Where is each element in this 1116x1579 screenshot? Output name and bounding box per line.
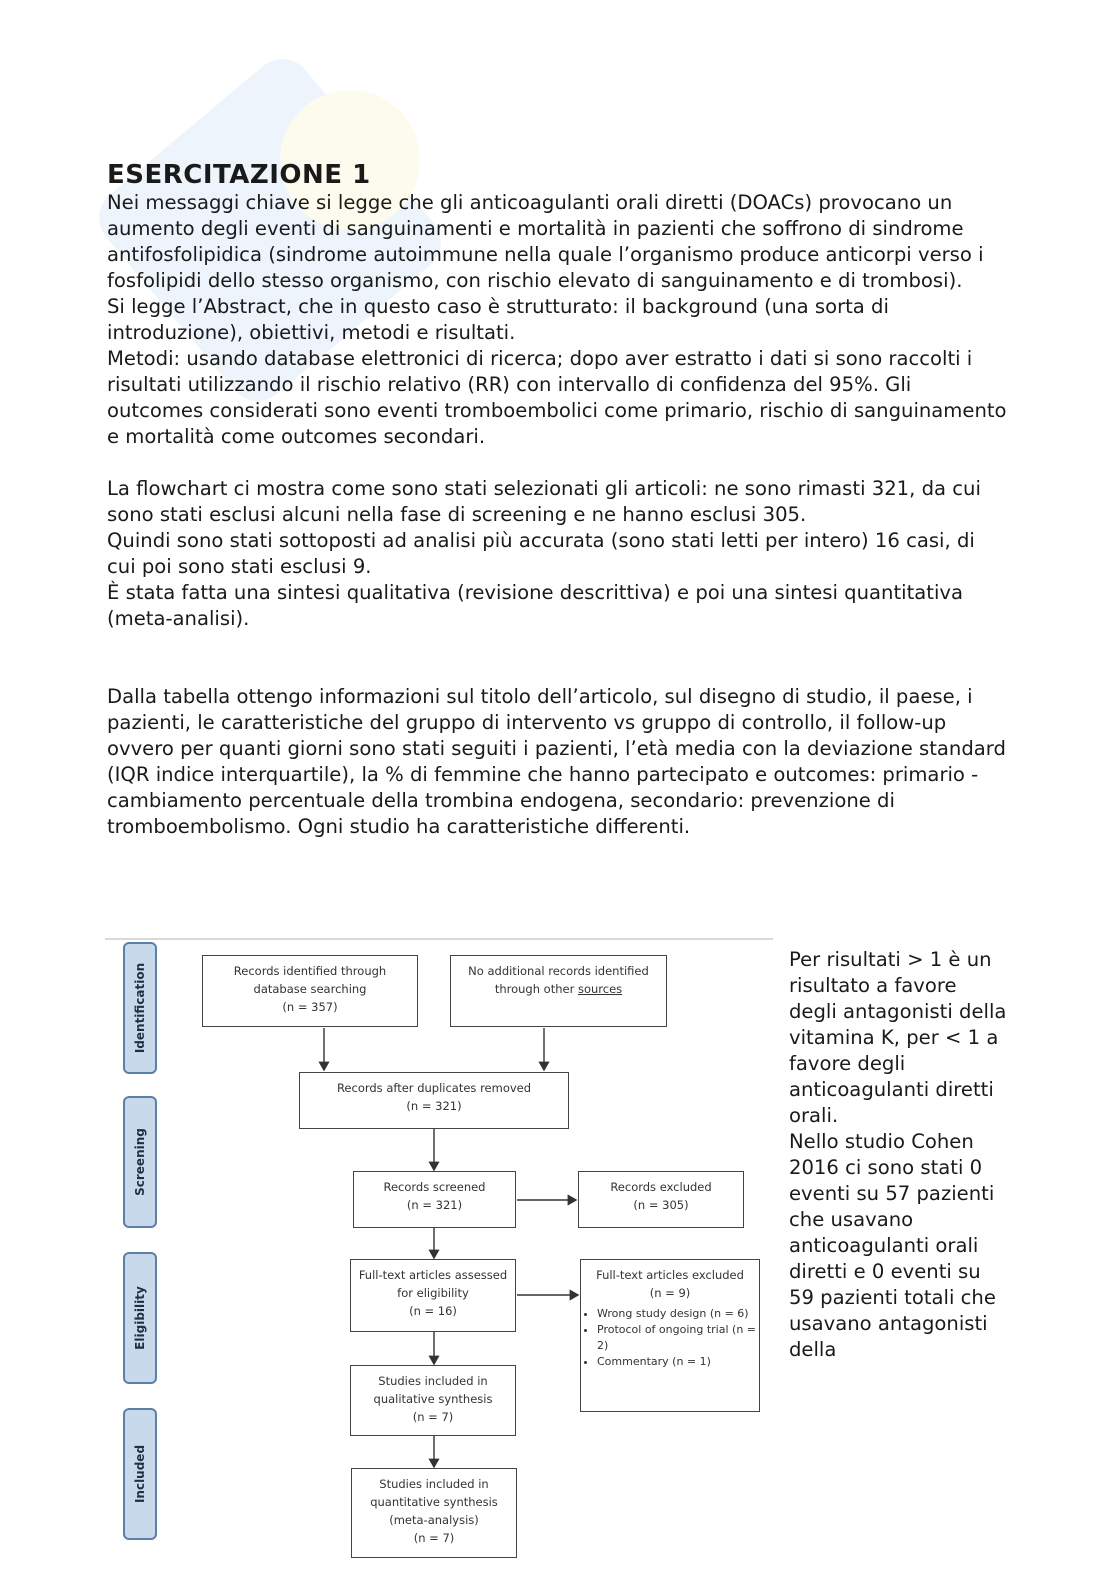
stage-included-label: Included [133, 1444, 147, 1504]
exclusion-reason: • Commentary (n = 1) [597, 1354, 759, 1370]
box-additional-records: No additional records identified through other sources [450, 955, 667, 1027]
box-fulltext-assessed: Full-text articles assessed for eligibility (n = 16) [350, 1259, 516, 1332]
exclusion-reasons-list [581, 1306, 759, 1370]
stage-screening-label: Screening [133, 1128, 147, 1196]
box-fulltext-excluded: Full-text articles excluded (n = 9) • Wrong study design (n = 6) • Protocol of ongoing trial (n = 2) • Commentary (n = 1) [580, 1259, 760, 1412]
exclusion-reason: • Wrong study design (n = 6) [597, 1306, 759, 1322]
paragraph-table: Dalla tabella ottengo informazioni sul titolo dell’articolo, sul disegno di studio, il paese, i pazienti, le caratteristiche del gruppo di intervento vs gruppo di controllo, il follow-up ovvero per quanti giorni sono stati seguiti i pazienti, l’età media con la deviazione standard (IQR indice interquartile), la % di femmine che hanno partecipato e outcomes: primario - cambiamento percentuale della trombina endogena, secondario: prevenzione di tromboembolismo. Ogni studio ha caratteristiche differenti. [107, 685, 1006, 838]
paragraph-synthesis: È stata fatta una sintesi qualitativa (revisione descrittiva) e poi una sintesi quantitativa (meta-analisi). [107, 581, 964, 630]
box-quantitative-synthesis: Studies included in quantitative synthesis (meta-analysis) (n = 7) [351, 1468, 517, 1558]
side-paragraph-cohen: Nello studio Cohen 2016 ci sono stati 0 eventi su 57 pazienti che usavano anticoagulanti orali diretti e 0 eventi su 59 pazienti totali che usavano antagonisti della [789, 1130, 996, 1361]
side-paragraph-results: Per risultati > 1 è un risultato a favore degli antagonisti della vitamina K, per < 1 a favore degli anticoagulanti diretti orali. [789, 948, 1007, 1127]
side-column-text [789, 947, 1009, 1363]
paragraph-abstract: Si legge l’Abstract, che in questo caso è strutturato: il background (una sorta di introduzione), obiettivi, metodi e risultati. [107, 295, 889, 344]
paragraph-methods: Metodi: usando database elettronici di ricerca; dopo aver estratto i dati si sono raccolti i risultati utilizzando il rischio relativo (RR) con intervallo di confidenza del 95%. Gli outcomes considerati sono eventi tromboembolici come primario, rischio di sanguinamento e mortalità come outcomes secondari. [107, 347, 1007, 448]
stage-eligibility-label: Eligibility [133, 1286, 147, 1350]
stage-identification-label: Identification [133, 962, 147, 1054]
paragraph-key-messages: Nei messaggi chiave si legge che gli anticoagulanti orali diretti (DOACs) provocano un aumento degli eventi di sanguinamenti e mortalità in pazienti che soffrono di sindrome antifosfolipidica (sindrome autoimmune nella quale l’organismo produce anticorpi verso i fosfolipidi dello stesso organismo, con rischio elevato di sanguinamento e di trombosi). [107, 191, 984, 292]
box-qualitative-synthesis: Studies included in qualitative synthesis (n = 7) [350, 1365, 516, 1436]
box-records-screened: Records screened (n = 321) [353, 1171, 516, 1228]
paragraph-flowchart: La flowchart ci mostra come sono stati selezionati gli articoli: ne sono rimasti 321, da cui sono stati esclusi alcuni nella fase di screening e ne hanno esclusi 305. [107, 477, 981, 526]
page-title: ESERCITAZIONE 1 [107, 160, 371, 190]
exclusion-reason: • Protocol of ongoing trial (n = 2) [597, 1322, 759, 1354]
document-body [107, 160, 1007, 840]
box-records-excluded: Records excluded (n = 305) [578, 1171, 744, 1228]
box-records-identified: Records identified through database searching (n = 357) [202, 955, 418, 1027]
paragraph-analysis: Quindi sono stati sottoposti ad analisi più accurata (sono stati letti per intero) 16 casi, di cui poi sono stati esclusi 9. [107, 529, 975, 578]
box-after-duplicates: Records after duplicates removed (n = 321) [299, 1072, 569, 1129]
prisma-flowchart [105, 938, 773, 1563]
